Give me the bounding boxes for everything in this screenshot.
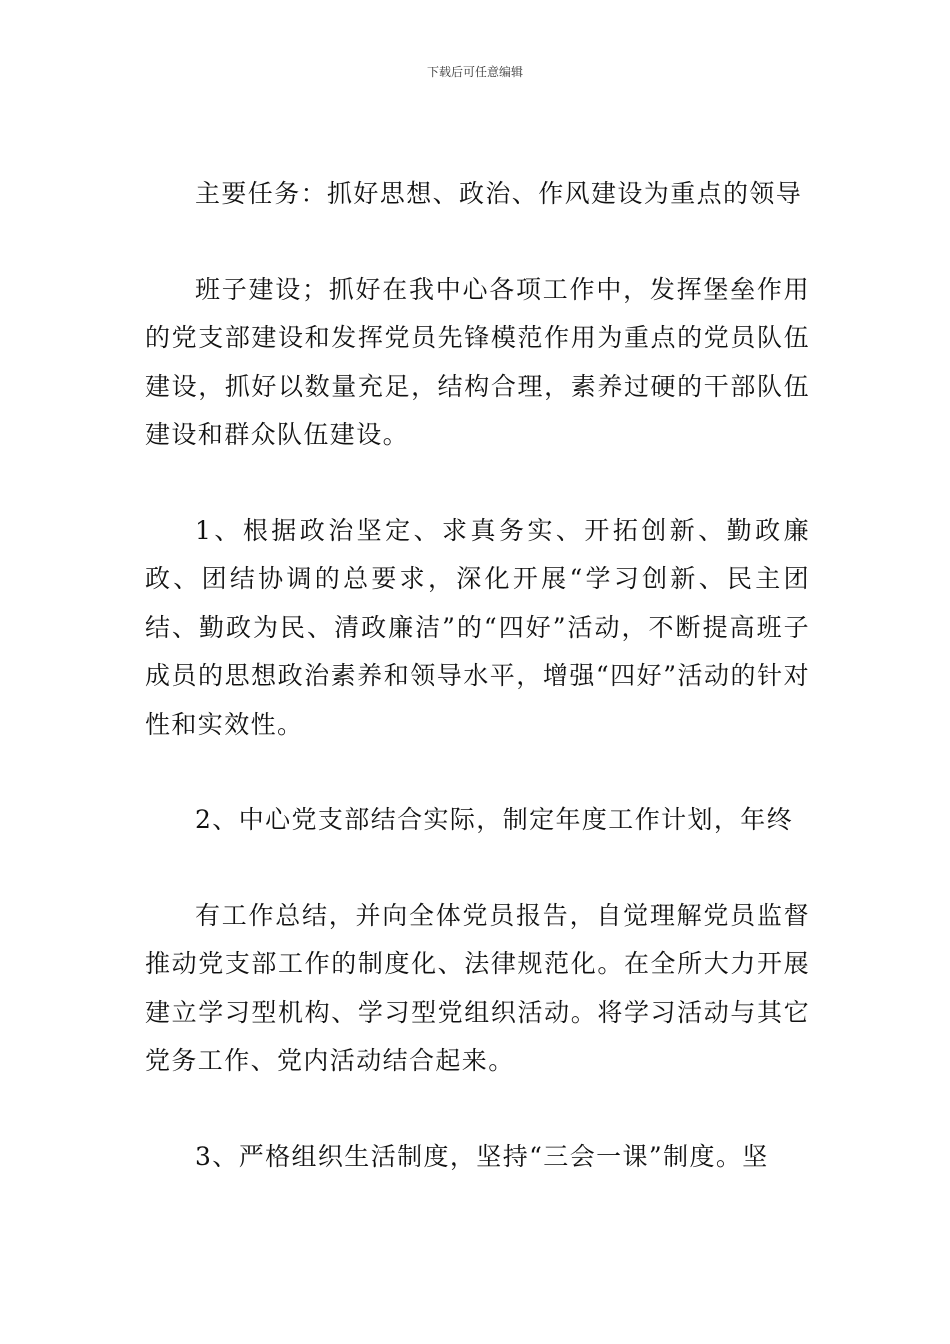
document-body xyxy=(145,170,810,1181)
paragraph-item-2: 2、中心党支部结合实际，制定年度工作计划，年终 xyxy=(195,805,794,834)
paragraph-item-3: 3、严格组织生活制度，坚持“三会一课”制度。坚 xyxy=(195,1141,769,1171)
paragraph-item-1: 1、根据政治坚定、求真务实、开拓创新、勤政廉政、团结协调的总要求，深化开展“学习创新、民主团结、勤政为民、清政廉洁”的“四好”活动，不断提高班子成员的思想政治素养和领导水平，增强“四好”活动的针对性和实效性。 xyxy=(145,515,810,739)
paragraph-work-summary: 有工作总结，并向全体党员报告，自觉理解党员监督推动党支部工作的制度化、法律规范化。在全所大力开展建立学习型机构、学习型党组织活动。将学习活动与其它党务工作、党内活动结合起来。 xyxy=(145,900,810,1075)
paragraph-main-tasks: 主要任务：抓好思想、政治、作风建设为重点的领导 xyxy=(195,179,803,208)
page-header-note: 下载后可任意编辑 xyxy=(426,65,523,79)
paragraph-team-building: 班子建设；抓好在我中心各项工作中，发挥堡垒作用的党支部建设和发挥党员先锋模范作用为重点的党员队伍建设，抓好以数量充足，结构合理，素养过硬的干部队伍建设和群众队伍建设。 xyxy=(145,274,810,449)
